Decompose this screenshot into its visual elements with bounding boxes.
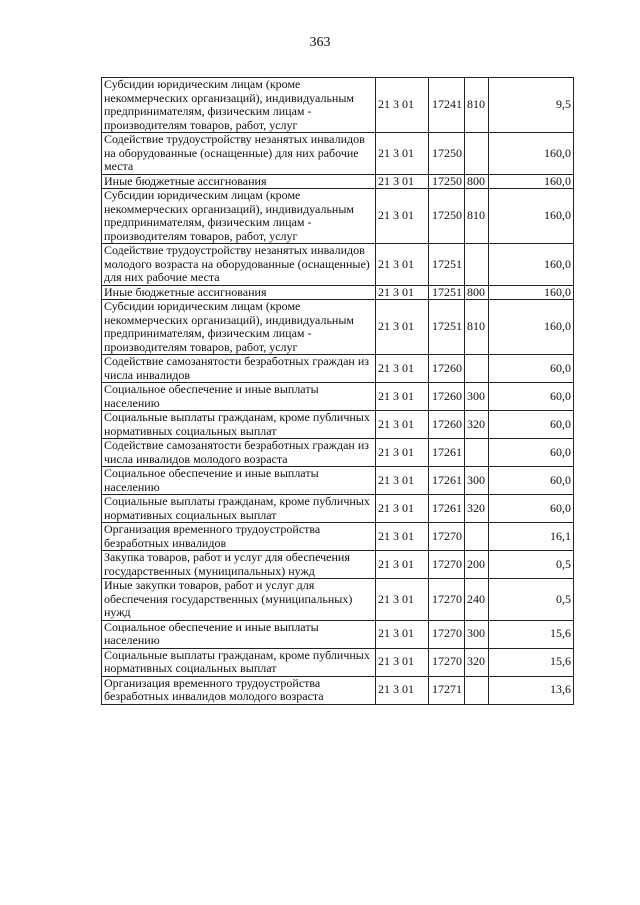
row-name: Содействие самозанятости безработных граждан из числа инвалидов: [102, 355, 376, 383]
row-name: Субсидии юридическим лицам (кроме некоммерческих организаций), индивидуальным предпринимателям, физическим лицам - производителям товаров, работ, услуг: [102, 300, 376, 355]
row-amount: 60,0: [489, 355, 574, 383]
row-amount: 60,0: [489, 383, 574, 411]
row-sub-code: 17250: [429, 189, 465, 244]
table-row: [102, 467, 574, 495]
row-code: 21 3 01: [376, 133, 429, 175]
row-type-code: 300: [465, 620, 489, 648]
table-row: [102, 174, 574, 189]
row-amount: 9,5: [489, 78, 574, 133]
row-name: Социальное обеспечение и иные выплаты населению: [102, 467, 376, 495]
row-type-code: 810: [465, 78, 489, 133]
row-amount: 16,1: [489, 523, 574, 551]
row-amount: 160,0: [489, 189, 574, 244]
table-row: [102, 355, 574, 383]
row-type-code: 300: [465, 383, 489, 411]
row-type-code: 320: [465, 648, 489, 676]
row-amount: 60,0: [489, 439, 574, 467]
row-name: Содействие самозанятости безработных граждан из числа инвалидов молодого возраста: [102, 439, 376, 467]
row-name: Социальные выплаты гражданам, кроме публичных нормативных социальных выплат: [102, 495, 376, 523]
budget-table: [101, 77, 574, 705]
row-name: Социальное обеспечение и иные выплаты населению: [102, 620, 376, 648]
row-type-code: [465, 523, 489, 551]
row-type-code: [465, 244, 489, 286]
table-row: [102, 495, 574, 523]
row-amount: 160,0: [489, 300, 574, 355]
row-name: Содействие трудоустройству незанятых инвалидов на оборудованные (оснащенные) для них рабочие места: [102, 133, 376, 175]
row-name: Организация временного трудоустройства безработных инвалидов молодого возраста: [102, 676, 376, 704]
table-row: [102, 244, 574, 286]
row-type-code: 240: [465, 579, 489, 621]
row-sub-code: 17251: [429, 300, 465, 355]
row-code: 21 3 01: [376, 411, 429, 439]
row-name: Социальное обеспечение и иные выплаты населению: [102, 383, 376, 411]
row-amount: 60,0: [489, 495, 574, 523]
row-sub-code: 17270: [429, 648, 465, 676]
row-code: 21 3 01: [376, 189, 429, 244]
table-row: [102, 78, 574, 133]
row-name: Социальные выплаты гражданам, кроме публичных нормативных социальных выплат: [102, 411, 376, 439]
row-sub-code: 17250: [429, 133, 465, 175]
row-name: Организация временного трудоустройства безработных инвалидов: [102, 523, 376, 551]
row-sub-code: 17241: [429, 78, 465, 133]
row-type-code: 810: [465, 300, 489, 355]
row-type-code: [465, 133, 489, 175]
row-code: 21 3 01: [376, 579, 429, 621]
row-code: 21 3 01: [376, 523, 429, 551]
row-sub-code: 17271: [429, 676, 465, 704]
table-row: [102, 411, 574, 439]
row-sub-code: 17270: [429, 523, 465, 551]
row-code: 21 3 01: [376, 300, 429, 355]
row-type-code: 800: [465, 285, 489, 300]
row-amount: 160,0: [489, 174, 574, 189]
row-sub-code: 17260: [429, 411, 465, 439]
row-code: 21 3 01: [376, 285, 429, 300]
row-type-code: 200: [465, 551, 489, 579]
row-code: 21 3 01: [376, 78, 429, 133]
row-code: 21 3 01: [376, 174, 429, 189]
table-row: [102, 439, 574, 467]
row-code: 21 3 01: [376, 648, 429, 676]
row-amount: 15,6: [489, 620, 574, 648]
row-sub-code: 17270: [429, 579, 465, 621]
row-amount: 60,0: [489, 411, 574, 439]
row-name: Иные закупки товаров, работ и услуг для обеспечения государственных (муниципальных) нужд: [102, 579, 376, 621]
row-code: 21 3 01: [376, 355, 429, 383]
row-code: 21 3 01: [376, 495, 429, 523]
row-name: Социальные выплаты гражданам, кроме публичных нормативных социальных выплат: [102, 648, 376, 676]
row-code: 21 3 01: [376, 383, 429, 411]
row-type-code: 300: [465, 467, 489, 495]
row-code: 21 3 01: [376, 620, 429, 648]
row-name: Содействие трудоустройству незанятых инвалидов молодого возраста на оборудованные (оснащенные) для них рабочие места: [102, 244, 376, 286]
row-name: Иные бюджетные ассигнования: [102, 285, 376, 300]
row-sub-code: 17261: [429, 495, 465, 523]
row-sub-code: 17250: [429, 174, 465, 189]
page-number: 363: [309, 35, 331, 50]
table-row: [102, 648, 574, 676]
row-type-code: 810: [465, 189, 489, 244]
table-row: [102, 676, 574, 704]
row-type-code: [465, 439, 489, 467]
row-code: 21 3 01: [376, 676, 429, 704]
row-type-code: 800: [465, 174, 489, 189]
row-amount: 160,0: [489, 285, 574, 300]
table-row: [102, 133, 574, 175]
table-row: [102, 579, 574, 621]
row-amount: 13,6: [489, 676, 574, 704]
row-name: Иные бюджетные ассигнования: [102, 174, 376, 189]
row-sub-code: 17251: [429, 285, 465, 300]
row-amount: 0,5: [489, 579, 574, 621]
table-row: [102, 523, 574, 551]
row-type-code: 320: [465, 495, 489, 523]
table-row: [102, 300, 574, 355]
row-sub-code: 17260: [429, 355, 465, 383]
row-amount: 15,6: [489, 648, 574, 676]
row-type-code: [465, 355, 489, 383]
row-amount: 0,5: [489, 551, 574, 579]
row-sub-code: 17260: [429, 383, 465, 411]
row-sub-code: 17251: [429, 244, 465, 286]
row-sub-code: 17270: [429, 551, 465, 579]
row-sub-code: 17261: [429, 439, 465, 467]
row-amount: 60,0: [489, 467, 574, 495]
row-code: 21 3 01: [376, 439, 429, 467]
row-type-code: [465, 676, 489, 704]
row-sub-code: 17261: [429, 467, 465, 495]
table-row: [102, 383, 574, 411]
row-code: 21 3 01: [376, 244, 429, 286]
row-code: 21 3 01: [376, 467, 429, 495]
row-code: 21 3 01: [376, 551, 429, 579]
row-amount: 160,0: [489, 244, 574, 286]
row-sub-code: 17270: [429, 620, 465, 648]
row-type-code: 320: [465, 411, 489, 439]
table-row: [102, 551, 574, 579]
row-name: Закупка товаров, работ и услуг для обеспечения государственных (муниципальных) нужд: [102, 551, 376, 579]
table-row: [102, 620, 574, 648]
row-name: Субсидии юридическим лицам (кроме некоммерческих организаций), индивидуальным предпринимателям, физическим лицам - производителям товаров, работ, услуг: [102, 78, 376, 133]
row-name: Субсидии юридическим лицам (кроме некоммерческих организаций), индивидуальным предпринимателям, физическим лицам - производителям товаров, работ, услуг: [102, 189, 376, 244]
table-row: [102, 285, 574, 300]
row-amount: 160,0: [489, 133, 574, 175]
table-row: [102, 189, 574, 244]
